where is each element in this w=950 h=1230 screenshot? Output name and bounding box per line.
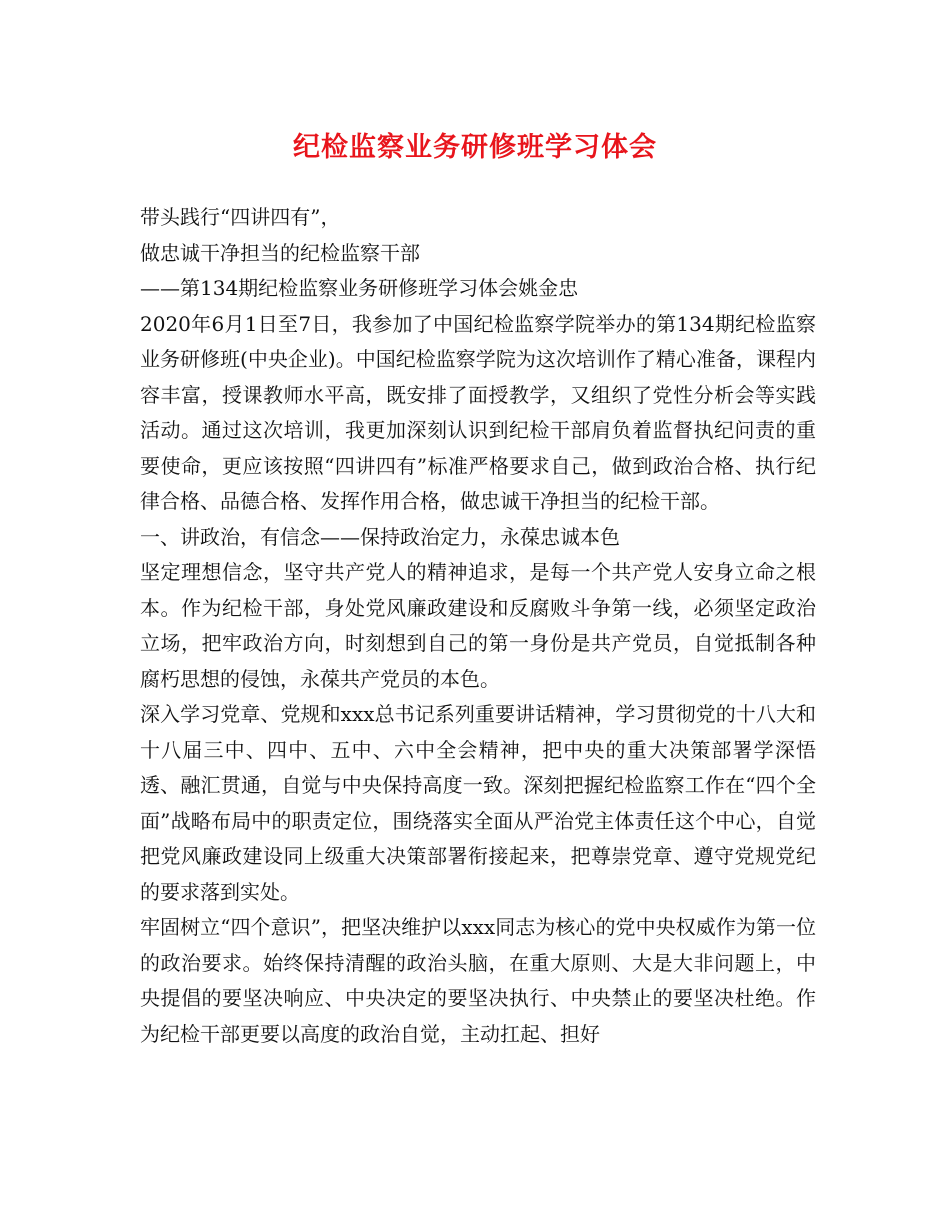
body-paragraph: 深入学习党章、党规和xxx总书记系列重要讲话精神，学习贯彻党的十八大和十八届三中、四中、五中、六中全会精神，把中央的重大决策部署学深悟透、融汇贯通，自觉与中央保持高度一致。深刻把握纪检监察工作在“四个全面”战略布局中的职责定位，围绕落实全面从严治党主体责任这个中心，自觉把党风廉政建设同上级重大决策部署衔接起来，把尊崇党章、遵守党规党纪的要求落到实处。 (140, 702, 816, 904)
body-paragraph: 2020年6月1日至7日，我参加了中国纪检监察学院举办的第134期纪检监察业务研修班(中央企业)。中国纪检监察学院为这次培训作了精心准备，课程内容丰富，授课教师水平高，既安排了面授教学，又组织了党性分析会等实践活动。通过这次培训，我更加深刻认识到纪检干部肩负着监督执纪问责的重要使命，更应该按照“四讲四有”标准严格要求自己，做到政治合格、执行纪律合格、品德合格、发挥作用合格，做忠诚干净担当的纪检干部。 (140, 311, 816, 513)
document-title: 纪检监察业务研修班学习体会 (293, 132, 657, 163)
section-heading: 一、讲政治，有信念——保持政治定力，永葆忠诚本色 (140, 524, 620, 549)
byline: ——第134期纪检监察业务研修班学习体会姚金忠 (140, 276, 579, 300)
document-body (140, 200, 816, 1052)
body-paragraph: 坚定理想信念，坚守共产党人的精神追求，是每一个共产党人安身立命之根本。作为纪检干部，身处党风廉政建设和反腐败斗争第一线，必须坚定政治立场，把牢政治方向，时刻想到自己的第一身份是共产党员，自觉抵制各种腐朽思想的侵蚀，永葆共产党员的本色。 (140, 560, 816, 691)
subtitle-line-2: 做忠诚干净担当的纪检监察干部 (140, 240, 420, 265)
body-paragraph: 牢固树立“四个意识”，把坚决维护以xxx同志为核心的党中央权威作为第一位的政治要求。始终保持清醒的政治头脑，在重大原则、大是大非问题上，中央提倡的要坚决响应、中央决定的要坚决执行、中央禁止的要坚决杜绝。作为纪检干部更要以高度的政治自觉，主动扛起、担好 (140, 915, 816, 1046)
subtitle-line-1: 带头践行“四讲四有”， (140, 205, 341, 229)
